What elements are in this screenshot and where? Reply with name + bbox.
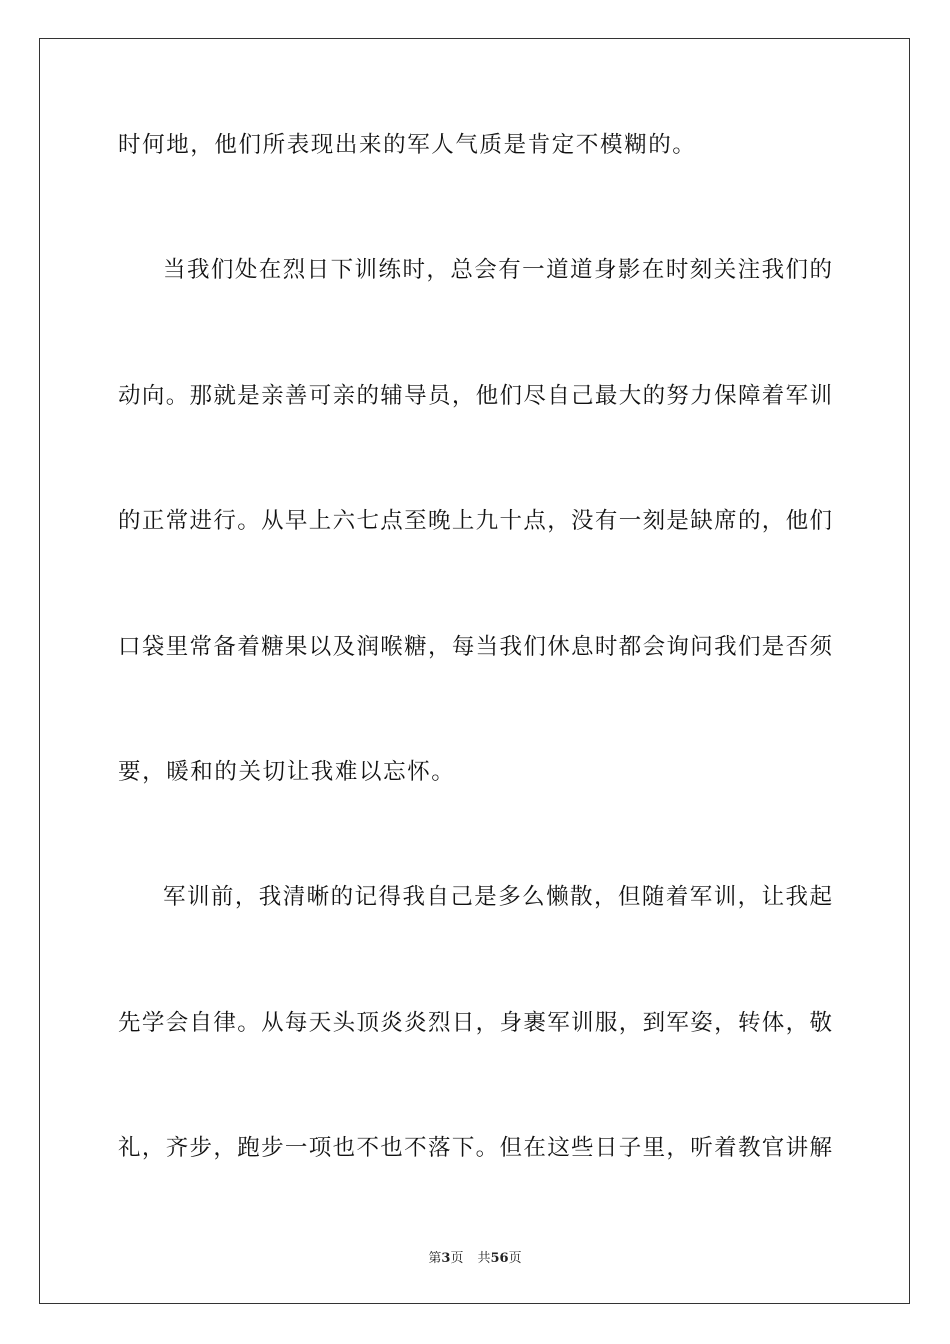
document-body: [118, 128, 832, 1257]
paragraph-line: 军训前，我清晰的记得我自己是多么懒散，但随着军训，让我起: [163, 884, 832, 911]
paragraph-line: 口袋里常备着糖果以及润喉糖，每当我们休息时都会询问我们是否须: [118, 633, 832, 660]
paragraph-line: 时何地，他们所表现出来的军人气质是肯定不模糊的。: [118, 132, 697, 158]
paragraph-line: 的正常进行。从早上六七点至晚上九十点，没有一刻是缺席的，他们: [118, 508, 832, 535]
paragraph-line: 动向。那就是亲善可亲的辅导员，他们尽自己最大的努力保障着军训: [118, 382, 832, 409]
total-suffix: 页: [508, 1251, 522, 1266]
page-number: 3: [441, 1251, 451, 1266]
paragraph-line: 要，暖和的关切让我难以忘怀。: [118, 758, 456, 785]
paragraph-line: 礼，齐步，跑步一项也不也不落下。但在这些日子里，听着教官讲解: [118, 1135, 832, 1162]
paragraph-line: 先学会自律。从每天头顶炎炎烈日，身裹军训服，到军姿，转体，敬: [118, 1009, 832, 1036]
total-prefix: 共: [477, 1251, 491, 1266]
page-prefix: 第: [428, 1251, 442, 1266]
page-footer: [0, 1247, 950, 1266]
total-pages: 56: [490, 1251, 509, 1266]
paragraph-line: 当我们处在烈日下训练时，总会有一道道身影在时刻关注我们的: [163, 257, 832, 284]
page-suffix: 页: [450, 1251, 464, 1266]
